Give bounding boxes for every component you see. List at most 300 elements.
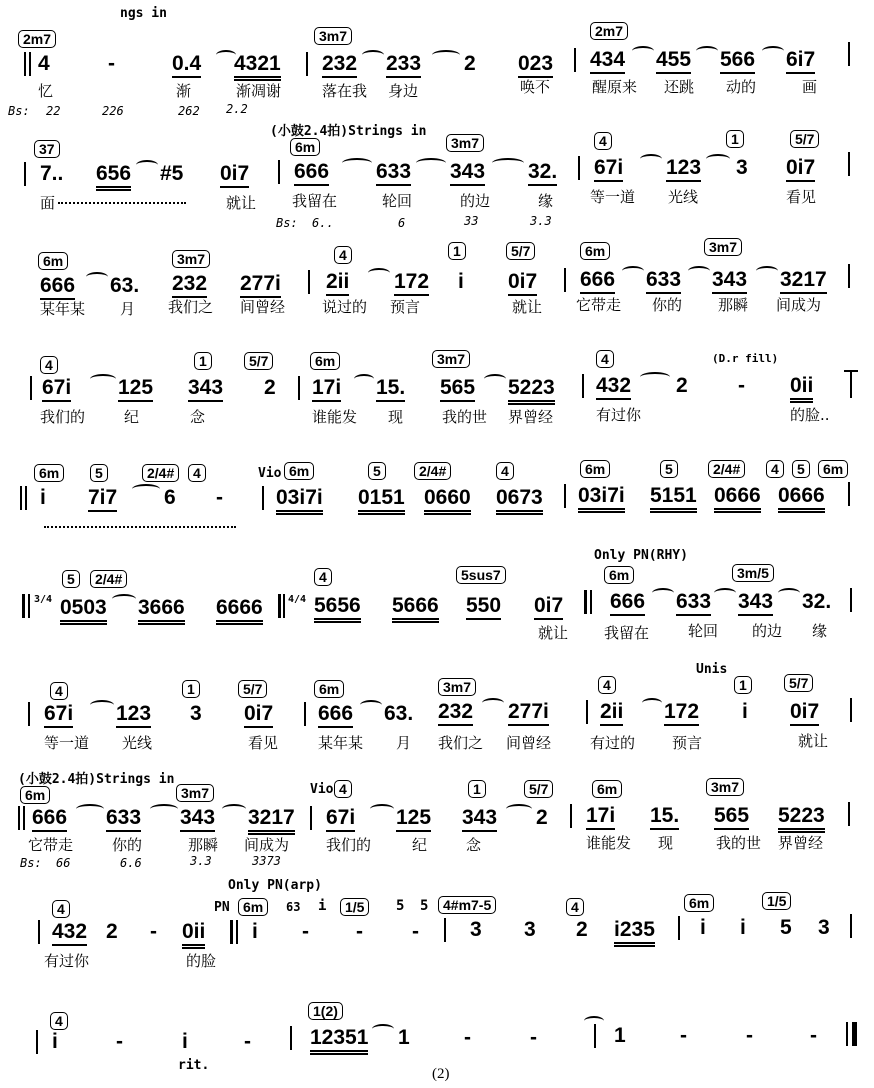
direction-text: ngs in [120,6,167,21]
note: 67i [42,376,71,402]
note: 5656 [314,594,361,623]
note: 633 [376,160,411,186]
lyric: 间成为 [776,296,822,314]
note: - [116,1030,123,1053]
note: - [216,486,223,509]
note: 03i7i [578,484,625,513]
barline [18,806,20,830]
barline [23,806,25,830]
direction-text: Unis [696,662,728,677]
barline [306,52,308,76]
tie [360,700,382,710]
note: 2 [464,52,476,75]
note: i [182,1030,188,1053]
barline [38,920,40,944]
barline [290,1026,292,1050]
note: 2 [576,918,588,941]
chord-label: 5/7 [784,674,813,692]
lyric: 的脸 [186,952,217,970]
barline [36,1030,38,1054]
note: 666 [318,702,353,728]
tie [482,698,504,708]
chord-label: 2m7 [18,30,56,48]
note: 67i [44,702,73,728]
note: 67i [326,806,355,832]
note: - [302,920,309,943]
note: #5 [160,162,184,185]
barline [262,486,264,510]
bass-note: 6 [398,216,406,230]
tie [688,266,710,276]
chord-label: 4 [50,1012,68,1030]
lyric: 还跳 [664,78,695,96]
lyric: 画 [802,78,818,96]
tie [136,160,158,170]
chord-label: 3m7 [706,778,744,796]
barline [848,42,850,66]
note: 0151 [358,486,405,515]
note: - [530,1026,537,1049]
note: 343 [188,376,223,402]
note: 15. [376,376,405,402]
chord-label: 2/4# [142,464,179,482]
bass-label: Bs: [276,216,298,230]
note: 5223 [508,376,555,405]
note: 0660 [424,486,471,515]
lyric: 谁能发 [586,834,632,852]
final-barline [846,1022,848,1046]
note: 0.4 [172,52,201,78]
lyric: 它带走 [576,296,622,314]
lyric: 间曾经 [240,298,286,316]
fermata [584,1016,604,1026]
tie [642,698,662,708]
lyric: 纪 [124,408,140,426]
chord-label: 2m7 [590,22,628,40]
tie [778,588,800,598]
tie [76,804,104,814]
note: 4321 [234,52,281,81]
lyric: 的脸.. [790,406,830,424]
chord-label: 5/7 [524,780,553,798]
lyric: 那瞬 [188,836,219,854]
chord-label: 3m7 [314,27,352,45]
barline [236,920,238,944]
note: 232 [438,700,473,726]
chord-label: 3m7 [176,784,214,802]
note: 2 [536,806,548,829]
chord-label: 5 [660,460,678,478]
lyric: 的边 [460,192,491,210]
lyric: 就让 [512,298,543,316]
lyric: 就让 [798,732,829,750]
fermata-top [844,370,858,372]
note: 125 [118,376,153,402]
chord-label: 4 [594,132,612,150]
barline [30,376,32,400]
score-system-6 [0,550,874,650]
chord-label: 4 [314,568,332,586]
chord-label: 5 [792,460,810,478]
lyric: 现 [388,408,404,426]
chord-label: 4 [50,682,68,700]
note: 666 [32,806,67,832]
note: 2ii [600,700,623,726]
chord-label: 4 [52,900,70,918]
note: 123 [666,156,701,182]
chord-label: 1/5 [762,892,791,910]
lyric: 纪 [412,836,428,854]
lyric: 的边 [752,622,783,640]
note: 0i7 [790,700,819,726]
bass-note: 66 [56,856,71,870]
chord-label: 37 [34,140,60,158]
note: 666 [294,160,329,186]
barline [850,698,852,722]
chord-label: 3m7 [438,678,476,696]
chord-label: 1 [726,130,744,148]
note: i [252,920,258,943]
score-system-2 [0,130,874,240]
note: 0666 [778,484,825,513]
lyric: 唤不 [520,78,551,96]
lyric: 我们之 [438,734,484,752]
barline [678,916,680,940]
note: 172 [664,700,699,726]
chord-label: 3m7 [172,250,210,268]
tie [416,158,446,168]
chord-label: 3m7 [432,350,470,368]
tie [652,588,674,598]
chord-label: 6m [38,252,68,270]
chord-label: 1 [194,352,212,370]
chord-label: 6m [34,464,64,482]
lyric: 身边 [388,82,419,100]
barline [25,486,27,510]
note: 63. [384,702,414,725]
score-system-4 [0,346,874,436]
note: - [810,1024,817,1047]
note: 432 [52,920,87,946]
lyric: 预言 [672,734,703,752]
lyric: 渐凋谢 [236,82,282,100]
barline [28,702,30,726]
barline [308,270,310,294]
barline [574,48,576,72]
lyric: 月 [396,734,412,752]
note: 0i7 [220,162,249,188]
tie [132,484,160,494]
note: - [746,1024,753,1047]
note: i235 [614,918,655,947]
barline [28,594,30,618]
note: 232 [172,272,207,298]
chord-label: 4#m7-5 [438,896,496,914]
note: 0i7 [244,702,273,728]
note: 633 [676,590,711,616]
lyric: 轮回 [688,622,719,640]
bass-note: 6.6 [120,856,142,870]
barline [590,590,592,614]
chord-label: 3m7 [704,238,742,256]
note: i [740,916,746,939]
bass-note: 2.2 [226,102,248,116]
score-system-8 [0,764,874,874]
lyric-extension-dots [44,526,236,528]
bass-note: 226 [102,104,124,118]
note: - [680,1024,687,1047]
note: 32. [802,590,832,613]
barline [850,914,852,938]
chord-label: 4 [188,464,206,482]
bass-note: 3.3 [190,854,212,868]
note: 343 [180,806,215,832]
score-system-5 [0,450,874,540]
barline [230,920,233,944]
chord-label: 6m [314,680,344,698]
final-barline [852,1022,857,1046]
note: 233 [386,52,421,78]
chord-label: 4 [40,356,58,374]
bass-note: 3373 [252,854,281,868]
chord-label: 1 [734,676,752,694]
tie [756,266,778,276]
note: 3 [736,156,748,179]
note: 0i7 [534,594,563,620]
instrument-label: Vio [310,782,334,797]
chord-label: 4 [334,780,352,798]
note: 1 [614,1024,626,1047]
chord-label: 6m [20,786,50,804]
tie [714,588,736,598]
small-note: 63 [286,900,301,914]
lyric: 界曾经 [508,408,554,426]
note: 455 [656,48,691,74]
tie [150,804,178,814]
lyric: 月 [120,300,136,318]
chord-label: 3m/5 [732,564,774,582]
barline [848,482,850,506]
tie [696,46,718,56]
bass-note: 262 [178,104,200,118]
note: 0ii [790,374,813,403]
tie [432,50,460,60]
score-system-10 [0,996,874,1073]
barline [848,264,850,288]
fermata-barline [594,1024,596,1048]
lyric: 某年某 [40,300,86,318]
barline [298,376,300,400]
note: 666 [580,268,615,294]
barline [444,918,446,942]
note: 6666 [216,596,263,625]
tie [622,266,644,276]
note: 03i7i [276,486,323,515]
note: 343 [450,160,485,186]
lyric: 现 [658,834,674,852]
lyric: 看见 [786,188,817,206]
chord-label: 5sus7 [456,566,506,584]
lyric: 它带走 [28,836,74,854]
note: 63. [110,274,140,297]
lyric: 醒原来 [592,78,638,96]
chord-label: 6m [310,352,340,370]
note: 343 [462,806,497,832]
chord-label: 2/4# [90,570,127,588]
score-system-3 [0,238,874,328]
note: 3 [524,918,536,941]
barline [570,804,572,828]
direction-text: Only PN(arp) [228,878,322,893]
note: 432 [596,374,631,400]
note: 7i7 [88,486,117,512]
tie [90,374,116,384]
note: 023 [518,52,553,78]
note: 0ii [182,920,205,949]
chord-label: 6m [818,460,848,478]
note: 6 [164,486,176,509]
note: - [738,374,745,397]
note: 565 [714,804,749,830]
small-note: 5 [396,898,405,914]
note: 3217 [780,268,827,294]
chord-label: 6m [284,462,314,480]
lyric: 界曾经 [778,834,824,852]
barline [310,806,312,830]
note: i [40,486,46,509]
tie [222,804,246,814]
score-system-7 [0,660,874,760]
note: 5 [780,916,792,939]
tie [492,158,524,168]
chord-label: 6m [684,894,714,912]
rhythm-direction: (小鼓2.4拍)Strings in [18,772,175,787]
instrument-label: Vio [258,466,282,481]
chord-label: 1 [468,780,486,798]
lyric: 某年某 [318,734,364,752]
barline [586,700,588,724]
lyric: 渐 [176,82,192,100]
chord-label: 6m [580,460,610,478]
note: 125 [396,806,431,832]
tie [216,50,236,60]
barline [848,152,850,176]
tie [354,374,374,384]
barline [564,484,566,508]
bass-label: Bs: [20,856,42,870]
note: 277i [508,700,549,726]
note: 565 [440,376,475,402]
tie [372,1024,394,1034]
barline [29,52,31,76]
note: 123 [116,702,151,728]
note: 434 [590,48,625,74]
chord-label: 5 [90,464,108,482]
chord-label: 5/7 [238,680,267,698]
note: 343 [712,268,747,294]
note: 6i7 [786,48,815,74]
note: i [742,700,748,723]
lyric: 你的 [112,836,143,854]
note: 172 [394,270,429,296]
note: 17i [312,376,341,402]
chord-label: 5 [62,570,80,588]
note: 3666 [138,596,185,625]
barline [24,162,26,186]
lyric: 我的世 [442,408,488,426]
note: 277i [240,272,281,298]
lyric: 就让 [226,194,257,212]
note: 0673 [496,486,543,515]
lyric: 我留在 [604,624,650,642]
note: 666 [40,274,75,300]
note: 0i7 [786,156,815,182]
lyric: 就让 [538,624,569,642]
chord-label: 5/7 [790,130,819,148]
chord-label: 4 [766,460,784,478]
lyric: 我们的 [40,408,86,426]
tie [640,154,662,164]
tie [342,158,372,168]
time-signature: 3/4 [34,594,53,605]
note: 550 [466,594,501,620]
chord-label: 1 [448,242,466,260]
note: 0666 [714,484,761,513]
tie [90,700,114,710]
lyric: 等一道 [44,734,90,752]
chord-label: 1/5 [340,898,369,916]
barline [304,702,306,726]
tie [370,804,394,814]
barline [584,590,587,614]
note: i [700,916,706,939]
note: 32. [528,160,557,186]
chord-label: 2/4# [414,462,451,480]
barline [20,486,22,510]
lyric: 间成为 [244,836,290,854]
lyric: 动的 [726,78,757,96]
barline [22,594,25,618]
time-signature: 4/4 [288,594,307,605]
note: i [458,270,464,293]
note: 666 [610,590,645,616]
note: 4 [38,52,50,75]
note: i [52,1030,58,1053]
small-note: i [318,898,327,914]
note: 3 [470,918,482,941]
lyric: 间曾经 [506,734,552,752]
barline [283,594,285,618]
note: 2ii [326,270,349,296]
lyric: 看见 [248,734,279,752]
chord-label: 5/7 [244,352,273,370]
tie [706,154,730,164]
chord-label: 4 [596,350,614,368]
pn-label: PN [214,900,230,915]
tie [86,272,108,282]
chord-label: 2/4# [708,460,745,478]
note: 1 [398,1026,410,1049]
tie [762,46,784,56]
lyric: 说过的 [322,298,368,316]
lyric: 你的 [652,296,683,314]
chord-label: 4 [598,676,616,694]
note: 5223 [778,804,825,833]
barline [850,588,852,612]
tie [506,804,532,814]
chord-label: 5 [368,462,386,480]
lyric: 缘 [538,192,554,210]
